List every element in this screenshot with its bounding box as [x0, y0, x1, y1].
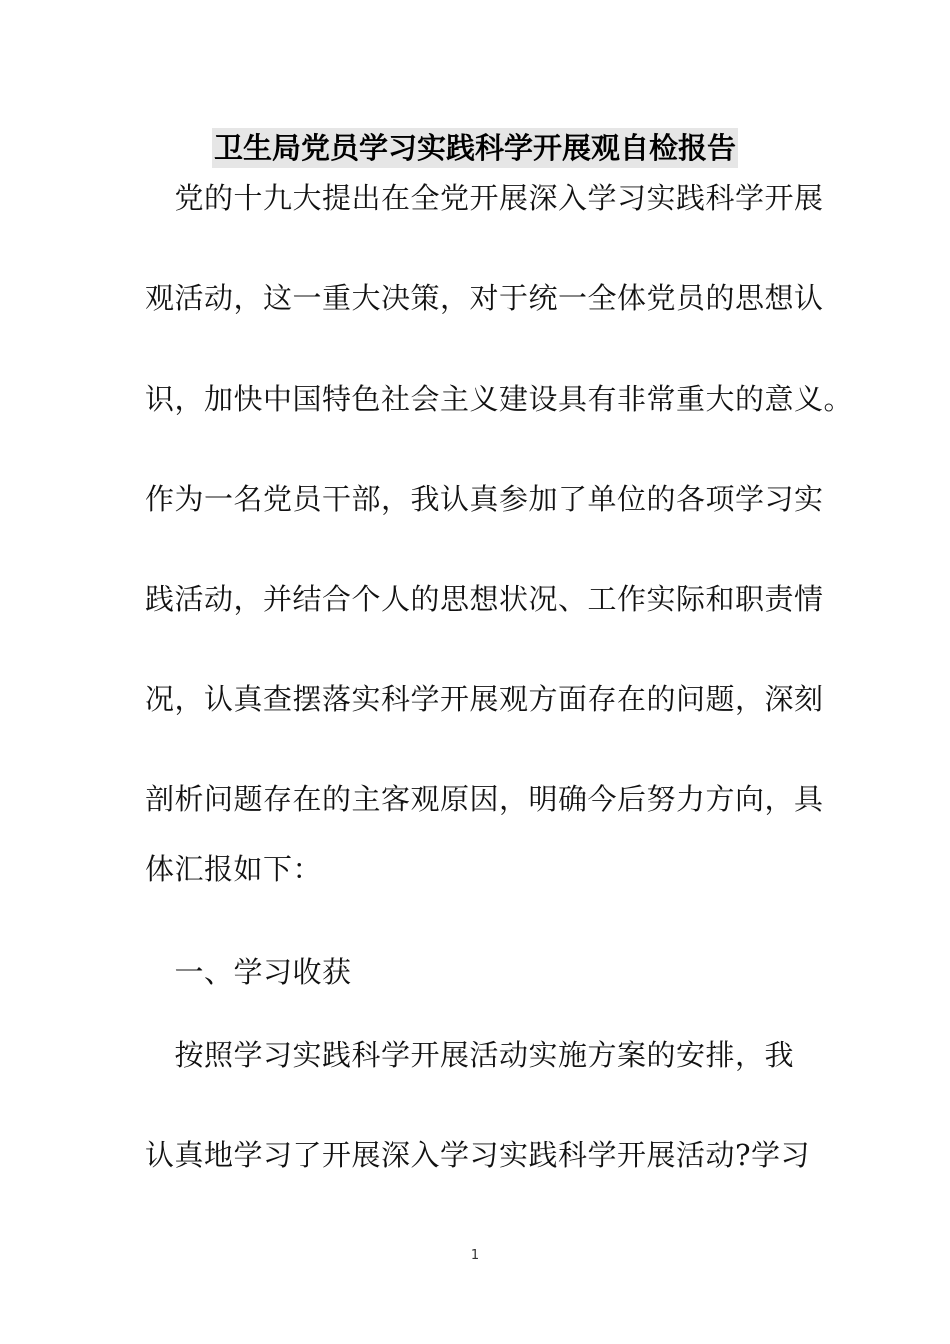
- paragraph-line-2: 观活动，这一重大决策，对于统一全体党员的思想认: [145, 281, 824, 315]
- paragraph-line-4: 作为一名党员干部，我认真参加了单位的各项学习实: [145, 482, 824, 516]
- paragraph-line-7: 剖析问题存在的主客观原因，明确今后努力方向，具: [145, 782, 824, 816]
- section-heading-learning-gains: 一、学习收获: [145, 955, 352, 989]
- document-title-wrapper: [0, 128, 950, 168]
- paragraph-line-9: 按照学习实践科学开展活动实施方案的安排，我: [145, 1038, 795, 1072]
- paragraph-line-5: 践活动，并结合个人的思想状况、工作实际和职责情: [145, 582, 824, 616]
- paragraph-line-10: 认真地学习了开展深入学习实践科学开展活动?学习: [145, 1138, 811, 1172]
- paragraph-line-6: 况，认真查摆落实科学开展观方面存在的问题，深刻: [145, 682, 824, 716]
- paragraph-line-1: 党的十九大提出在全党开展深入学习实践科学开展: [145, 181, 824, 215]
- paragraph-line-8: 体汇报如下：: [145, 852, 323, 886]
- page-number: 1: [470, 1248, 480, 1263]
- document-title: 卫生局党员学习实践科学开展观自检报告: [212, 128, 738, 168]
- paragraph-line-3: 识，加快中国特色社会主义建设具有非常重大的意义。: [145, 382, 854, 416]
